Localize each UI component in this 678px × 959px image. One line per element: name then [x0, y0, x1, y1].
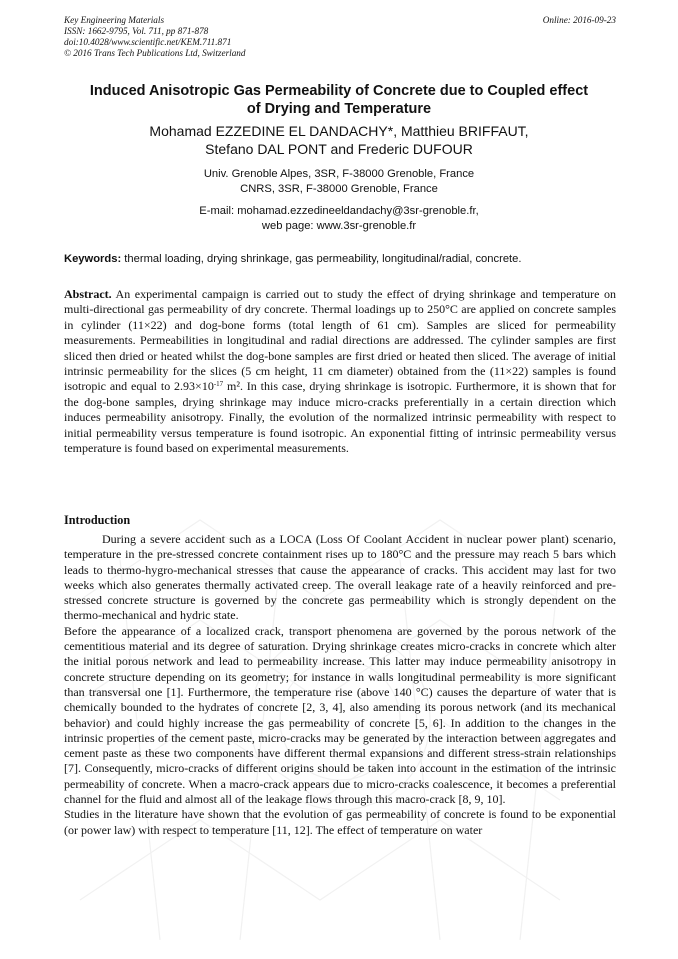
issn-line: ISSN: 1662-9795, Vol. 711, pp 871-878: [64, 26, 209, 36]
abstract-text-part-2: m². In this case, drying shrinkage is isotropic. Furthermore, it is shown that for the dog-bone samples, drying shrinkage may induce micro-cracks preferentially in a certain direction which induces permeability anisotropy. Finally, the evolution of the normalized intrinsic permeability with respect to initial permeability versus temperature is found isotropic. An exponential fitting of intrinsic permeability versus temperature is found based on experimental measurements.: [64, 379, 616, 456]
web-page-line[interactable]: web page: www.3sr-grenoble.fr: [261, 219, 417, 232]
intro-paragraph-1: During a severe accident such as a LOCA (Loss Of Coolant Accident in nuclear power plant) scenario, temperature in the pre-stressed concrete containment rises up to 180°C and the pressure may reach 5 bars which leads to thermo-hygro-mechanical stresses that cause the appearance of cracks. This accident may last for two weeks which also generates thermally activated creep. The overall leakage rate of a heavily reinforced and pre-stressed concrete structure is governed by the concrete gas permeability which is strongly dependent on the thermo-mechanical and hydric state.: [64, 532, 616, 623]
contact-info: [40, 204, 638, 233]
intro-paragraph-3: Studies in the literature have shown that the evolution of gas permeability of concrete is found to be exponential (or power law) with respect to temperature [11, 12]. The effect of temperature on water: [64, 807, 616, 837]
title-line-2: of Drying and Temperature: [246, 101, 432, 117]
email-line[interactable]: E-mail: mohamad.ezzedineeldandachy@3sr-grenoble.fr,: [199, 205, 479, 217]
affiliation-line-2: CNRS, 3SR, F-38000 Grenoble, France: [240, 182, 438, 195]
paper-title: [40, 82, 638, 118]
intro-paragraph-2: Before the appearance of a localized crack, transport phenomena are governed by the porous network of the cementitious material and its degree of saturation. Drying shrinkage creates micro-cracks in concrete which alter the initial porous network and lead to permeability increase. This latter may induce permeability anisotropy in concrete structure depending on its geometry; for instance in walls longitudinal permeability is more significant than transversal one [1]. Furthermore, the temperature rise (above 140 °C) causes the departure of water that is chemically bounded to the hydrates of concrete [2, 3, 4], also amending its porous network (and its mechanical behavior) and could highly increase the gas permeability of concrete [5, 6]. In addition to the changes in the intrinsic properties of the cement paste, micro-cracks may be generated by the interaction between aggregates and cement paste as these two components have different thermal expansions and different stress-strain relationships [7]. Consequently, micro-cracks of different origins should be taken into account in the estimation of the intrinsic permeability of concrete. When a macro-crack appears due to micro-cracks coalescence, it becomes a preferential channel for the fluid and almost all of the leakage flows through this macro-crack [8, 9, 10].: [64, 623, 616, 807]
journal-header: [64, 15, 616, 59]
title-line-1: Induced Anisotropic Gas Permeability of Concrete due to Coupled effect: [89, 83, 589, 99]
keywords-text: thermal loading, drying shrinkage, gas permeability, longitudinal/radial, concrete.: [121, 253, 522, 265]
abstract: [64, 287, 616, 456]
introduction-heading: Introduction: [64, 513, 131, 527]
online-date: Online: 2016-09-23: [542, 15, 616, 25]
introduction-body: [64, 532, 616, 838]
author-list: [40, 122, 638, 158]
abstract-text-part-1: An experimental campaign is carried out to study the effect of drying shrinkage and temperature on multi-directional gas permeability of dry concrete. Thermal loadings up to 250°C are applied on concrete samples in cylinder (11×22) and dog-bone forms (total length of 61 cm). Samples are sliced for permeability measurements. Permeabilities in longitudinal and radial directions are addressed. The cylinder samples are first sliced then dried or heated whilst the dog-bone samples are first dried or heated then sliced. The average of initial intrinsic permeability for the slices (5 cm height, 11 cm diameter) obtained from the (11×22) samples is found isotropic and equal to 2.93×10: [64, 287, 616, 394]
abstract-label: Abstract.: [64, 287, 112, 301]
copyright-line: © 2016 Trans Tech Publications Ltd, Switzerland: [64, 48, 246, 58]
affiliation-line-1: Univ. Grenoble Alpes, 3SR, F-38000 Grenoble, France: [203, 168, 475, 180]
authors-line-1: Mohamad EZZEDINE EL DANDACHY*, Matthieu BRIFFAUT,: [149, 123, 529, 139]
affiliation: [40, 167, 638, 196]
keywords-label: Keywords:: [64, 253, 122, 265]
authors-line-2: Stefano DAL PONT and Frederic DUFOUR: [205, 141, 473, 157]
journal-name: Key Engineering Materials: [64, 15, 165, 25]
keywords: [64, 252, 616, 266]
abstract-exponent: -17: [213, 380, 224, 389]
doi-line: doi:10.4028/www.scientific.net/KEM.711.871: [64, 37, 232, 47]
